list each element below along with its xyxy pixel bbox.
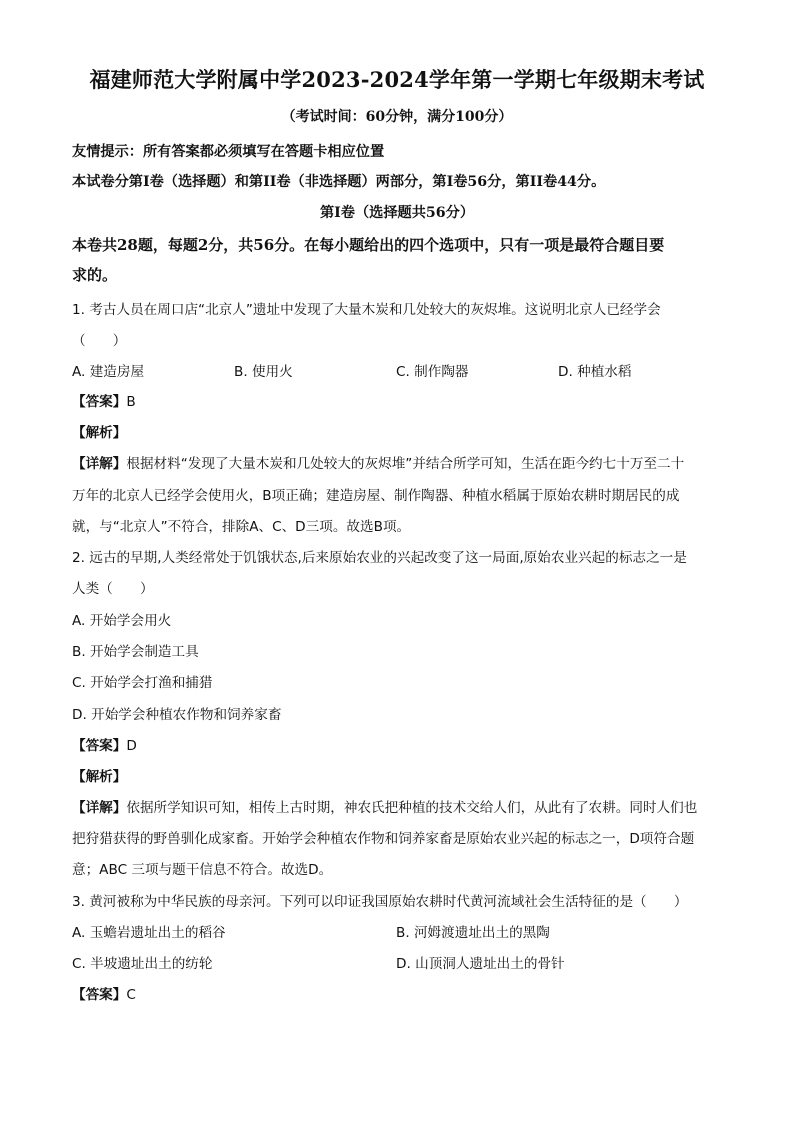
instructions-line-1: 本卷共28题，每题2分，共56分。在每小题给出的四个选项中，只有一项是最符合题目要 [72, 236, 665, 254]
q1-option-c: C. 制作陶器 [396, 364, 469, 380]
q1-detail-line-1 [72, 452, 684, 472]
q1-option-d: D. 种植水稻 [558, 364, 632, 380]
analysis-tag: 【解析】 [72, 769, 127, 785]
q3-option-b: B. 河姆渡遗址出土的黑陶 [396, 925, 550, 941]
answer-tag: 【答案】 [72, 394, 127, 410]
q3-answer-value: C [126, 987, 136, 1003]
q2-stem-line-2: 人类（ ） [72, 581, 154, 597]
q2-option-b: B. 开始学会制造工具 [72, 644, 199, 660]
detail-tag: 【详解】 [72, 800, 127, 816]
q1-answer-value: B [126, 394, 136, 410]
q2-option-d: D. 开始学会种植农作物和饲养家畜 [72, 707, 282, 723]
exam-subtitle: （考试时间：60分钟，满分100分） [281, 109, 513, 125]
q1-stem-line-2: （ ） [72, 333, 127, 349]
q1-answer [72, 390, 136, 410]
section-title: 第Ⅰ卷（选择题共56分） [319, 205, 475, 221]
instructions-line-2: 求的。 [72, 266, 118, 284]
answer-tag: 【答案】 [72, 987, 127, 1003]
friendly-tip: 友情提示：所有答案都必须填写在答题卡相应位置 [72, 144, 385, 160]
q3-stem-line-1: 3. 黄河被称为中华民族的母亲河。下列可以印证我国原始农耕时代黄河流域社会生活特征的是（ ） [72, 894, 688, 910]
q3-option-d: D. 山顶洞人遗址出土的骨针 [396, 956, 565, 972]
q1-detail-line-2: 万年的北京人已经学会使用火，B项正确；建造房屋、制作陶器、种植水稻属于原始农耕时期居民的成 [72, 488, 680, 504]
q2-detail-line-2: 把狩猎获得的野兽驯化成家畜。开始学会种植农作物和饲养家畜是原始农业兴起的标志之一，D项符合题 [72, 831, 695, 847]
q2-option-c: C. 开始学会打渔和捕猎 [72, 675, 213, 691]
exam-title: 福建师范大学附属中学2023-2024学年第一学期七年级期末考试 [89, 67, 705, 92]
q1-stem-line-1: 1. 考古人员在周口店“北京人”遗址中发现了大量木炭和几处较大的灰烬堆。这说明北京人已经学会 [72, 302, 661, 318]
q2-detail-line-1 [72, 796, 697, 816]
q2-analysis [72, 765, 126, 785]
q1-analysis [72, 421, 126, 441]
q2-detail-text-1: 依据所学知识可知，相传上古时期，神农氏把种植的技术交给人们，从此有了农耕。同时人们也 [126, 800, 698, 816]
q2-answer-value: D [126, 738, 137, 754]
q2-stem-line-1: 2. 远古的早期,人类经常处于饥饿状态,后来原始农业的兴起改变了这一局面,原始农业兴起的标志之一是 [72, 550, 687, 566]
detail-tag: 【详解】 [72, 456, 127, 472]
q3-answer [72, 983, 136, 1003]
q3-option-c: C. 半坡遗址出土的纺轮 [72, 956, 213, 972]
q1-option-b: B. 使用火 [234, 364, 293, 380]
q2-detail-line-3: 意；ABC 三项与题干信息不符合。故选D。 [72, 862, 333, 878]
q1-detail-text-1: 根据材料“发现了大量木炭和几处较大的灰烬堆”并结合所学可知，生活在距今约七十万至二十 [126, 456, 685, 472]
q3-option-a: A. 玉蟾岩遗址出土的稻谷 [72, 925, 226, 941]
q1-detail-line-3: 就，与“北京人”不符合，排除A、C、D三项。故选B项。 [72, 519, 411, 535]
q2-answer [72, 734, 137, 754]
q2-option-a: A. 开始学会用火 [72, 613, 172, 629]
paper-structure: 本试卷分第Ⅰ卷（选择题）和第II卷（非选择题）两部分，第Ⅰ卷56分，第II卷44分。 [72, 174, 606, 190]
q1-option-a: A. 建造房屋 [72, 364, 145, 380]
analysis-tag: 【解析】 [72, 425, 127, 441]
answer-tag: 【答案】 [72, 738, 127, 754]
